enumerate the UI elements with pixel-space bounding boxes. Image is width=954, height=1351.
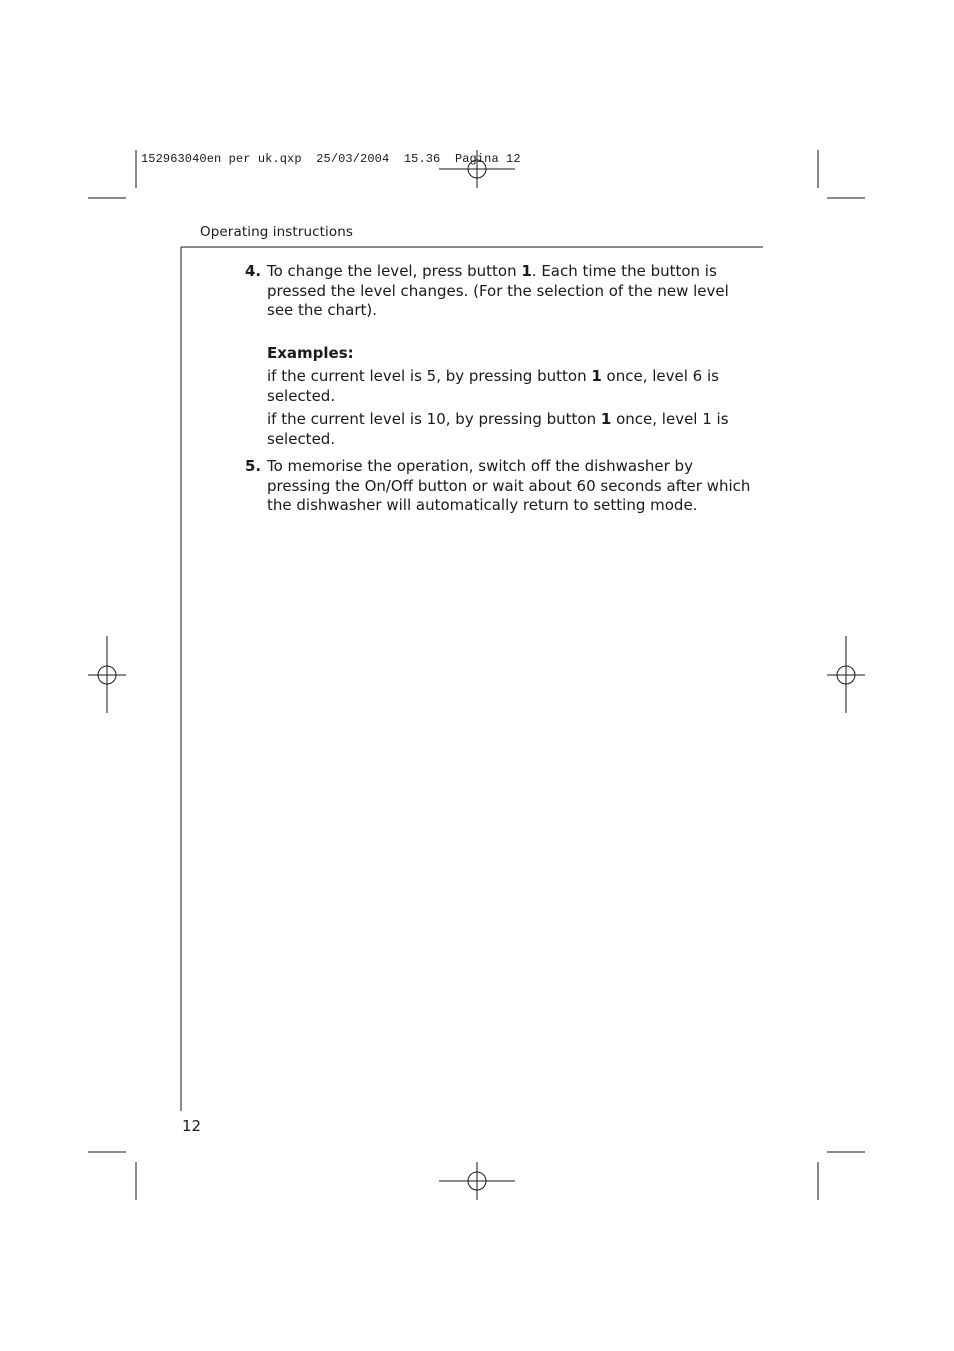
example-item: if the current level is 5, by pressing button 1 once, level 6 is selected. — [267, 367, 719, 405]
step-5 — [245, 457, 755, 516]
step-4 — [245, 262, 755, 321]
button-reference: 1 — [600, 410, 612, 428]
step-text: To memorise the operation, switch off the dishwasher by pressing the On/Off button or wait about 60 seconds after which the dishwasher will automatically return to setting mode. — [267, 457, 751, 514]
section-label: Operating instructions — [200, 224, 354, 240]
file-slug-line: 152963040en per uk.qxp 25/03/2004 15.36 Pagina 12 — [141, 152, 521, 166]
registration-mark-left — [88, 636, 126, 713]
page-number: 12 — [182, 1117, 202, 1135]
step-text: To change the level, press button 1. Each time the button is pressed the level changes. (For the selection of the new level see the chart). — [267, 262, 729, 319]
step-number: 4. — [245, 262, 262, 280]
instructions-content — [245, 262, 755, 516]
examples-heading: Examples: — [267, 343, 354, 362]
example-item: if the current level is 10, by pressing button 1 once, level 1 is selected. — [267, 410, 729, 448]
button-reference: 1 — [521, 262, 532, 280]
registration-mark-bottom — [439, 1162, 515, 1200]
step-number: 5. — [245, 457, 262, 475]
registration-mark-right — [827, 636, 865, 713]
button-reference: 1 — [591, 367, 602, 385]
